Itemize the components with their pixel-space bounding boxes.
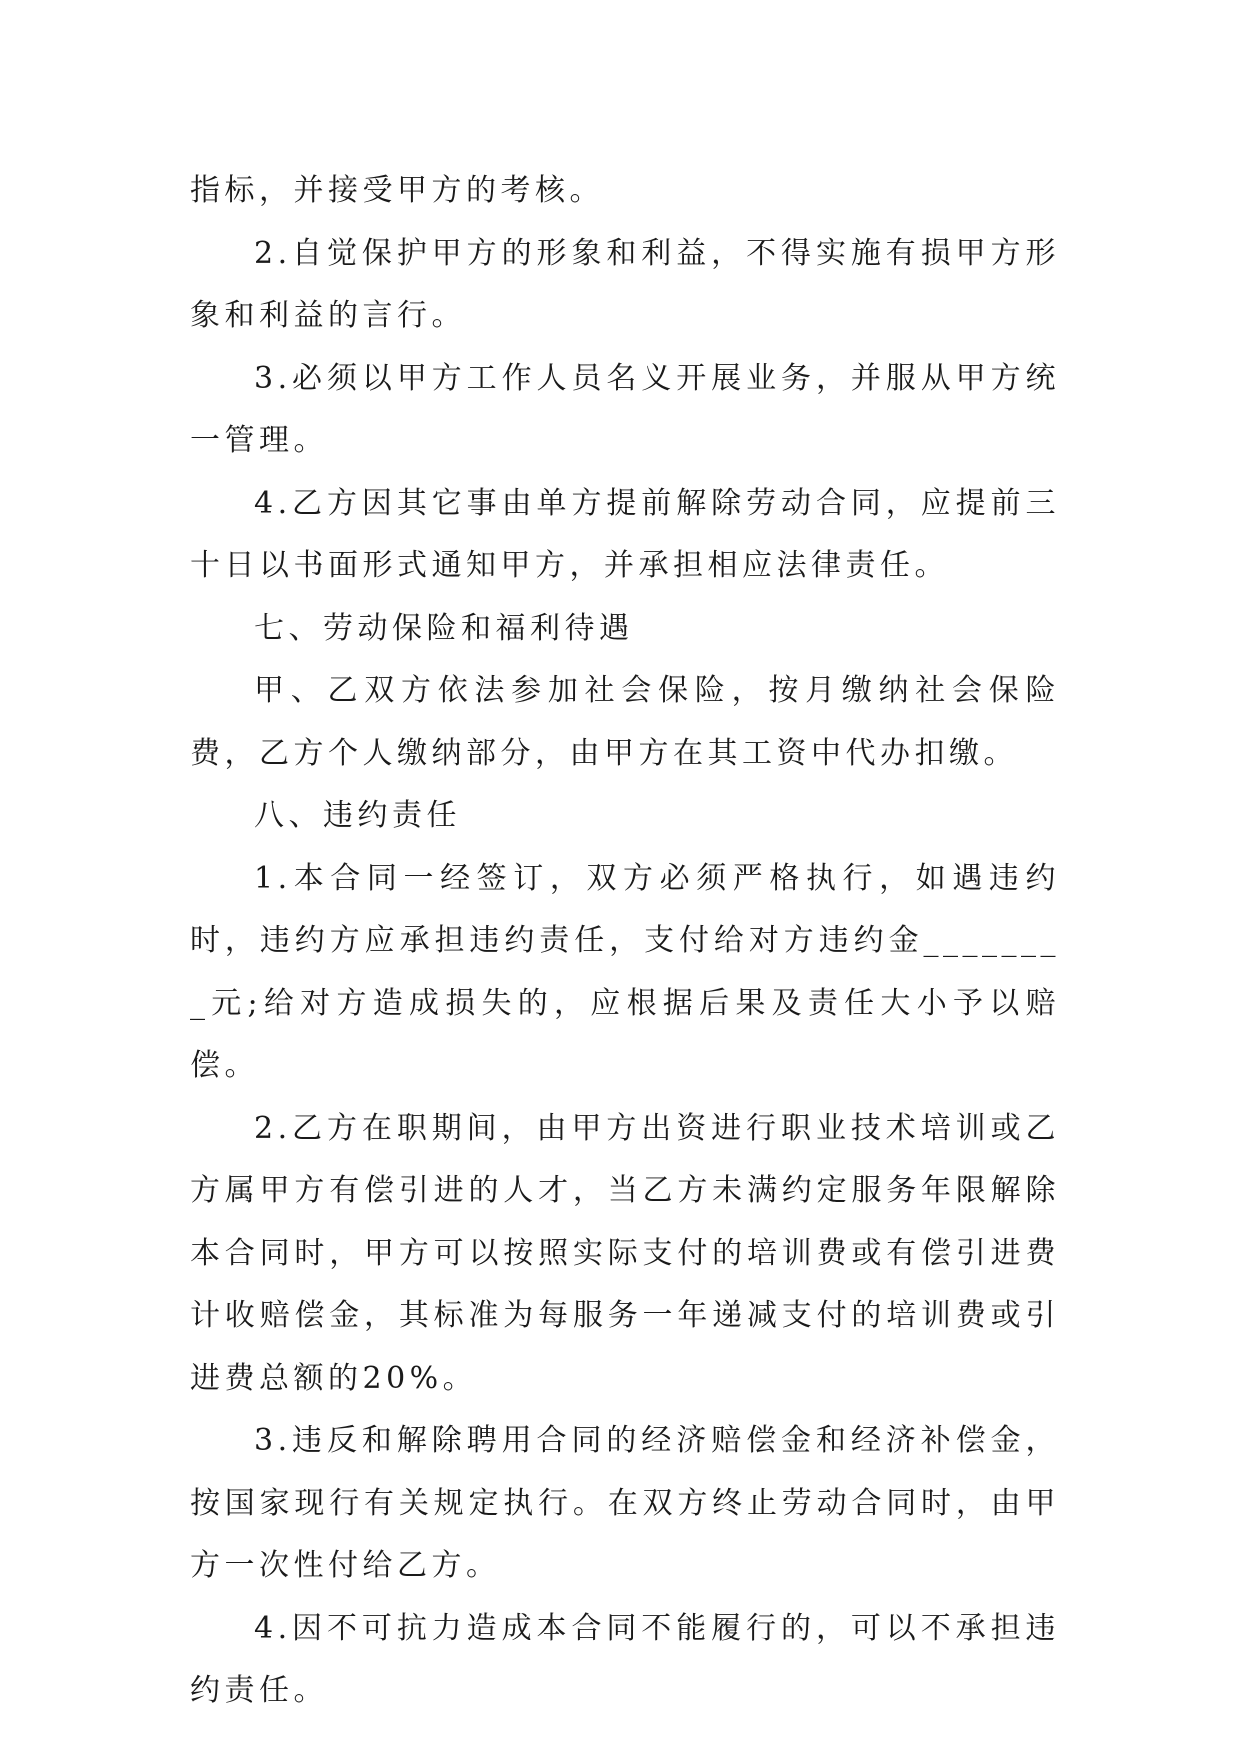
paragraph-liability-4: 4.因不可抗力造成本合同不能履行的，可以不承担违约责任。 bbox=[190, 1610, 1060, 1708]
paragraph-liability-2: 2.乙方在职期间，由甲方出资进行职业技术培训或乙方属甲方有偿引进的人才，当乙方未满约定服务年限解除本合同时，甲方可以按照实际支付的培训费或有偿引进费计收赔偿金，其标准为每服务一年递减支付的培训费或引进费总额的20%。 bbox=[190, 1110, 1060, 1396]
paragraph-continuation: 指标，并接受甲方的考核。 bbox=[190, 173, 604, 208]
paragraph-clause-4: 4.乙方因其它事由单方提前解除劳动合同，应提前三十日以书面形式通知甲方，并承担相应法律责任。 bbox=[190, 485, 1060, 583]
paragraph-insurance: 甲、乙双方依法参加社会保险，按月缴纳社会保险费，乙方个人缴纳部分，由甲方在其工资中代办扣缴。 bbox=[190, 673, 1060, 771]
paragraph-liability-3: 3.违反和解除聘用合同的经济赔偿金和经济补偿金，按国家现行有关规定执行。在双方终止劳动合同时，由甲方一次性付给乙方。 bbox=[190, 1423, 1060, 1583]
section-heading-insurance: 七、劳动保险和福利待遇 bbox=[254, 610, 634, 646]
paragraph-clause-3: 3.必须以甲方工作人员名义开展业务，并服从甲方统一管理。 bbox=[190, 360, 1060, 458]
section-heading-liability: 八、违约责任 bbox=[254, 798, 461, 833]
paragraph-liability-1: 1.本合同一经签订，双方必须严格执行，如遇违约时，违约方应承担违约责任，支付给对方违约金________元;给对方造成损失的，应根据后果及责任大小予以赔偿。 bbox=[190, 860, 1060, 1083]
document-body bbox=[190, 160, 1060, 1723]
paragraph-clause-2: 2.自觉保护甲方的形象和利益，不得实施有损甲方形象和利益的言行。 bbox=[190, 235, 1060, 333]
